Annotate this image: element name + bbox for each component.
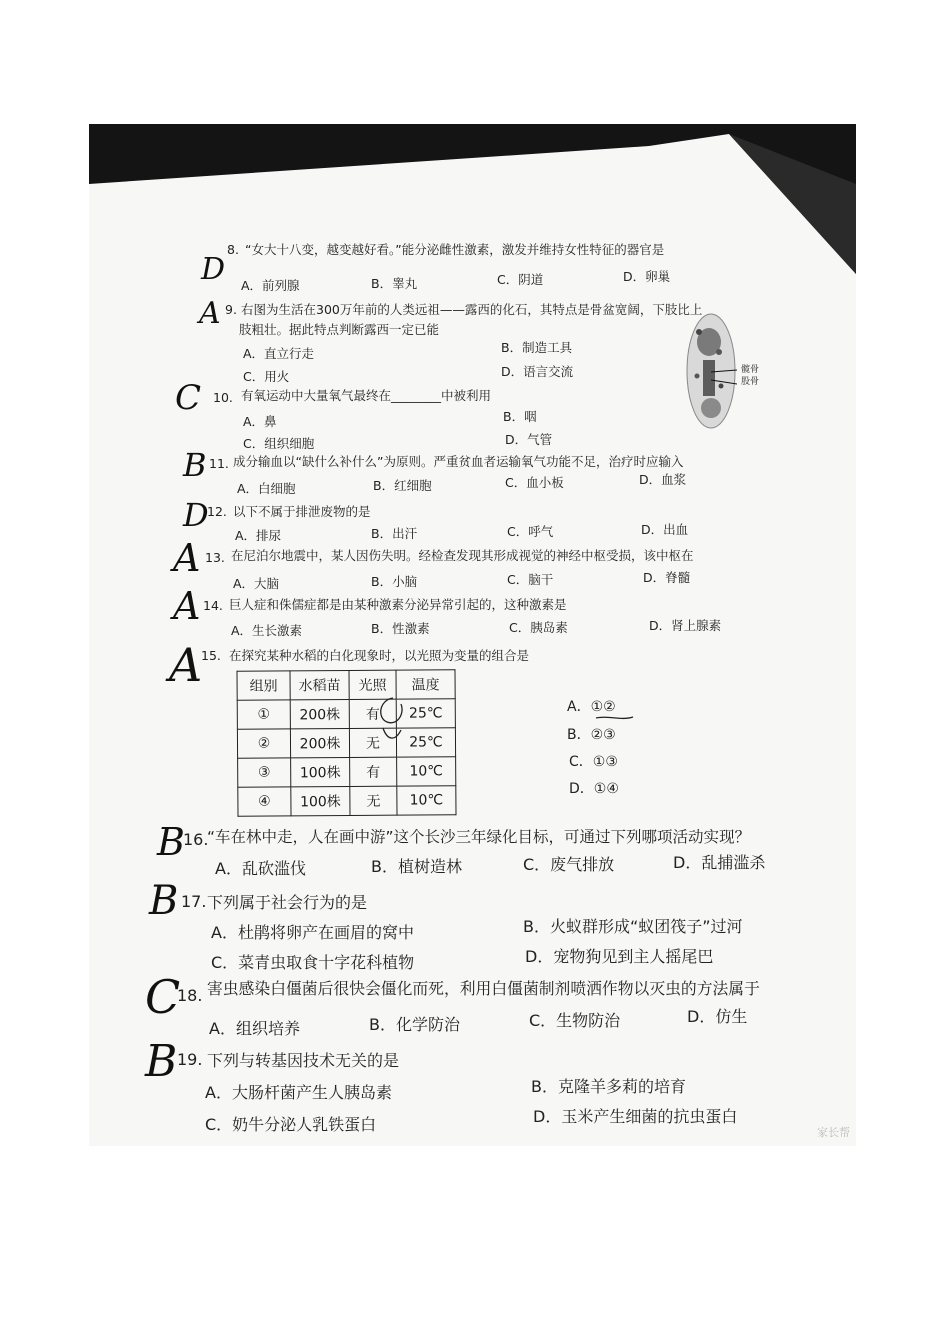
question-11-stem: 成分输血以“缺什么补什么”为原则。严重贫血者运输氧气功能不足，治疗时应输入: [233, 454, 684, 469]
table-cell: 25℃: [396, 699, 455, 728]
q18-option-a: A．组织培养: [209, 1019, 300, 1038]
q8-option-a: A．前列腺: [241, 278, 300, 293]
q11-option-b: B．红细胞: [373, 478, 432, 493]
q15-option-d: D．①④: [569, 781, 619, 797]
question-13-number: 13.: [205, 550, 225, 565]
table-cell: 25℃: [396, 728, 455, 757]
question-14-number: 14.: [203, 598, 223, 613]
q16-option-a: A．乱砍滥伐: [215, 859, 306, 878]
q14-option-c: C．胰岛素: [509, 620, 568, 635]
q12-option-a: A．排尿: [235, 528, 282, 543]
q19-option-c: C．奶牛分泌人乳铁蛋白: [205, 1115, 377, 1134]
q9-option-b: B．制造工具: [501, 340, 573, 355]
answer-mark-8: D: [201, 252, 226, 287]
answer-mark-9: A: [199, 296, 221, 331]
table-cell: 10℃: [397, 757, 456, 786]
experiment-table: [236, 669, 456, 817]
question-10-number: 10.: [213, 390, 233, 405]
q17-option-c: C．菜青虫取食十字花科植物: [211, 953, 415, 972]
table-cell: 100株: [291, 757, 350, 786]
q10-option-b: B．咽: [503, 409, 537, 424]
q14-option-a: A．生长激素: [231, 623, 303, 638]
answer-mark-10: C: [175, 378, 202, 418]
question-13-stem: 在尼泊尔地震中，某人因伤失明。经检查发现其形成视觉的神经中枢受损，该中枢在: [231, 548, 694, 563]
q14-option-b: B．性激素: [371, 621, 430, 636]
q16-option-b: B．植树造林: [371, 857, 462, 876]
question-10-stem: 有氧运动中大量氧气最终在________中被利用: [241, 388, 492, 403]
question-16-number: 16.: [183, 830, 209, 849]
table-cell: ③: [238, 758, 291, 787]
question-16-stem: “车在林中走，人在画中游”这个长沙三年绿化目标，可通过下列哪项活动实现？: [207, 828, 751, 846]
q12-option-c: C．呼气: [507, 524, 554, 539]
q16-option-c: C．废气排放: [523, 855, 615, 874]
q19-option-a: A．大肠杆菌产生人胰岛素: [205, 1083, 392, 1102]
answer-mark-14: A: [173, 584, 201, 628]
table-header-row: [237, 670, 455, 701]
question-8-stem: “女大十八变，越变越好看。”能分泌雌性激素，激发并维持女性特征的器官是: [245, 242, 665, 257]
q18-option-c: C．生物防治: [529, 1011, 621, 1030]
table-cell: 无: [349, 728, 396, 757]
q11-option-a: A．白细胞: [237, 481, 296, 496]
q8-option-d: D．卵巢: [623, 269, 671, 284]
question-18-number: 18.: [177, 986, 203, 1005]
q8-option-c: C．阴道: [497, 272, 544, 287]
answer-mark-19: B: [145, 1036, 178, 1087]
handwritten-circle-mark: [373, 694, 413, 754]
answer-mark-17: B: [149, 878, 179, 924]
q10-option-d: D．气管: [505, 432, 553, 447]
table-header: 组别: [237, 671, 290, 700]
answer-mark-12: D: [183, 496, 209, 534]
fossil-label-hip: 髋骨: [741, 365, 760, 375]
table-row: [238, 757, 456, 788]
q10-option-c: C．组织细胞: [243, 436, 315, 451]
underline-mark: [595, 714, 635, 722]
q18-option-b: B．化学防治: [369, 1015, 460, 1034]
table-cell: 无: [350, 786, 397, 815]
question-15-stem: 在探究某种水稻的白化现象时，以光照为变量的组合是: [229, 648, 530, 663]
table-row: [238, 786, 456, 817]
table-header: 水稻苗: [290, 670, 349, 699]
q12-option-b: B．出汗: [371, 526, 418, 541]
table-cell: 200株: [290, 699, 349, 728]
q17-option-b: B．火蚁群形成“蚁团筏子”过河: [523, 917, 743, 936]
q10-option-a: A．鼻: [243, 414, 277, 429]
q13-option-d: D．脊髓: [643, 570, 691, 585]
answer-mark-11: B: [183, 446, 207, 484]
q17-option-a: A．杜鹃将卵产在画眉的窝中: [211, 923, 414, 942]
q13-option-a: A．大脑: [233, 576, 280, 591]
table-cell: 10℃: [397, 786, 456, 815]
q19-option-d: D．玉米产生细菌的抗虫蛋白: [533, 1107, 738, 1126]
q15-option-c: C．①③: [569, 754, 618, 770]
table-row: [237, 728, 455, 759]
exam-photo: [89, 124, 856, 1146]
fossil-label-femur: 股骨: [741, 377, 760, 387]
question-18-stem: 害虫感染白僵菌后很快会僵化而死，利用白僵菌制剂喷洒作物以灭虫的方法属于: [207, 979, 760, 998]
table-cell: ②: [237, 729, 290, 758]
answer-mark-18: C: [145, 970, 181, 1024]
question-12-stem: 以下不属于排泄废物的是: [233, 504, 371, 519]
question-15-number: 15.: [201, 648, 221, 663]
q14-option-d: D．肾上腺素: [649, 618, 722, 633]
q13-option-b: B．小脑: [371, 574, 418, 589]
question-9-stem: 右图为生活在300万年前的人类远祖——露西的化石，其特点是骨盆宽阔，下肢比上: [241, 302, 703, 317]
answer-mark-15: A: [169, 638, 203, 692]
q9-option-a: A．直立行走: [243, 346, 315, 361]
table-row: [237, 699, 455, 730]
q15-option-b: B．②③: [567, 727, 616, 743]
question-8-number: 8.: [227, 242, 239, 257]
q18-option-d: D．仿生: [687, 1007, 748, 1026]
q17-option-d: D．宠物狗见到主人摇尾巴: [525, 947, 714, 966]
question-17-number: 17.: [181, 892, 207, 911]
table-cell: 100株: [291, 786, 350, 815]
question-14-stem: 巨人症和侏儒症都是由某种激素分泌异常引起的，这种激素是: [229, 597, 567, 612]
answer-mark-16: B: [157, 820, 185, 864]
q9-option-d: D．语言交流: [501, 364, 574, 379]
question-11-number: 11.: [209, 456, 229, 471]
question-9-stem-cont: 肢粗壮。据此特点判断露西一定已能: [239, 322, 440, 337]
question-19-number: 19.: [177, 1050, 203, 1069]
q9-option-c: C．用火: [243, 369, 290, 384]
table-cell: 有: [349, 699, 396, 728]
table-cell: ①: [237, 700, 290, 729]
q15-option-a: A．①②: [567, 699, 616, 715]
watermark: 家长帮: [817, 1126, 850, 1139]
lucy-fossil-figure: [685, 312, 737, 430]
answer-mark-13: A: [173, 536, 201, 580]
table-header: 光照: [349, 670, 396, 699]
table-header: 温度: [396, 670, 455, 699]
question-9-number: 9.: [225, 302, 237, 317]
q8-option-b: B．睾丸: [371, 276, 418, 291]
q13-option-c: C．脑干: [507, 572, 554, 587]
q16-option-d: D．乱捕滥杀: [673, 853, 766, 872]
table-cell: ④: [238, 787, 291, 816]
q11-option-c: C．血小板: [505, 475, 564, 490]
question-19-stem: 下列与转基因技术无关的是: [207, 1051, 400, 1070]
question-17-stem: 下列属于社会行为的是: [207, 893, 368, 912]
q19-option-b: B．克隆羊多莉的培育: [531, 1077, 686, 1096]
question-12-number: 12.: [207, 504, 227, 519]
table-cell: 200株: [290, 728, 349, 757]
q11-option-d: D．血浆: [639, 472, 687, 487]
q12-option-d: D．出血: [641, 522, 689, 537]
table-cell: 有: [350, 757, 397, 786]
